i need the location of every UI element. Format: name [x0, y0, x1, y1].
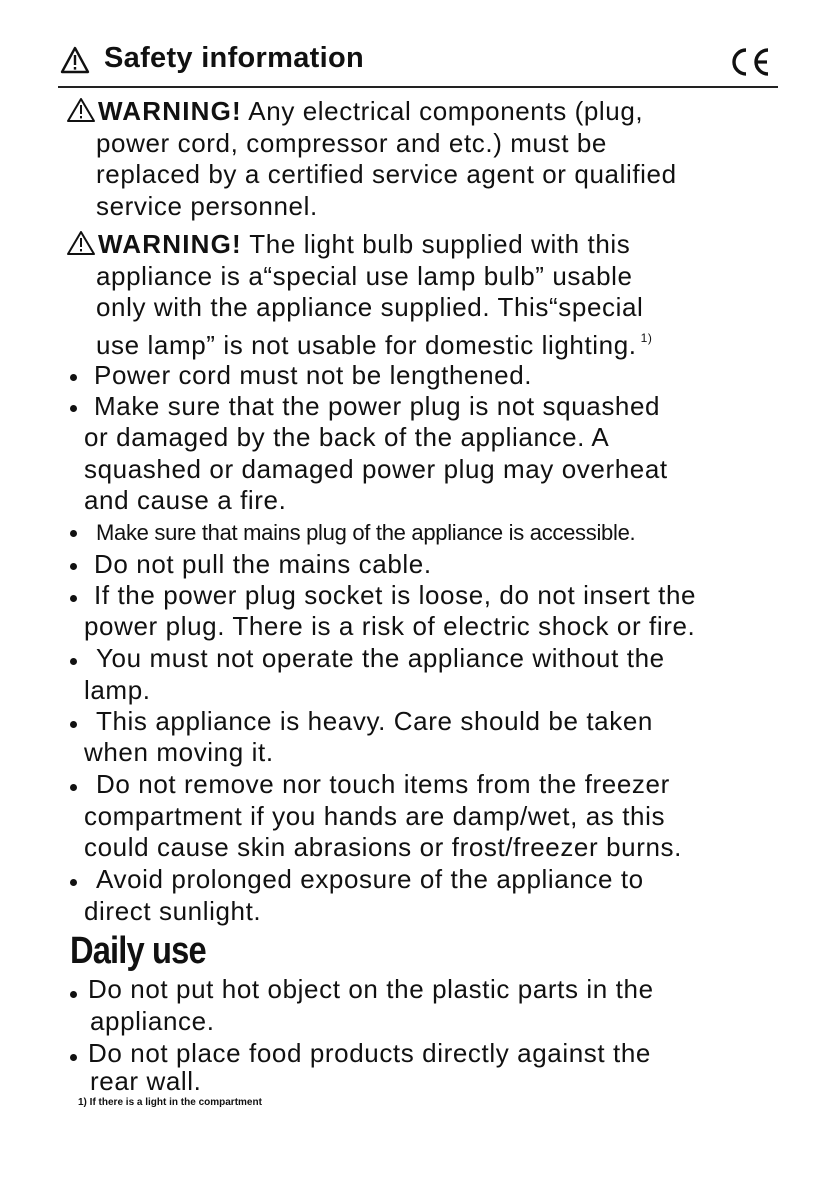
bullet-text: lamp.: [84, 675, 151, 705]
warning-label: WARNING!: [98, 96, 242, 126]
bullet-text: You must not operate the appliance without the: [96, 643, 665, 673]
bullet-text: power plug. There is a risk of electric shock or fire.: [84, 611, 696, 641]
bullet-text: appliance.: [90, 1006, 215, 1036]
bullet-dot: [70, 879, 77, 886]
bullet-text: Power cord must not be lengthened.: [94, 360, 533, 390]
bullet-dot: [70, 658, 77, 665]
footnote: 1) If there is a light in the compartment: [78, 1097, 262, 1108]
bullet-text: Make sure that mains plug of the appliance is accessible.: [96, 520, 636, 545]
bullet-text: when moving it.: [84, 737, 274, 767]
page-header: [58, 40, 778, 88]
warning-text: Any electrical components (plug,: [241, 96, 644, 126]
section-heading-daily-use: Daily use: [70, 930, 206, 972]
footnote-reference: 1): [640, 331, 653, 345]
bullet-text: direct sunlight.: [84, 896, 262, 926]
warning-triangle-icon: [66, 97, 96, 123]
bullet-text: Do not put hot object on the plastic parts in the: [88, 974, 654, 1004]
bullet-text: Avoid prolonged exposure of the appliance to: [96, 864, 644, 894]
warning-text-line: appliance is a“special use lamp bulb” usable: [96, 261, 633, 291]
bullet-text: Make sure that the power plug is not squashed: [94, 391, 661, 421]
bullet-dot: [70, 405, 77, 412]
warning-text: use lamp” is not usable for domestic lighting.: [96, 330, 637, 360]
bullet-dot: [70, 1054, 77, 1061]
warning-2-first-line: [66, 229, 630, 260]
bullet-text: If the power plug socket is loose, do not insert the: [94, 580, 697, 610]
bullet-text: and cause a fire.: [84, 485, 287, 515]
bullet-text: Do not place food products directly against the: [88, 1038, 651, 1068]
warning-text-line: service personnel.: [96, 191, 318, 221]
bullet-text: could cause skin abrasions or frost/freezer burns.: [84, 832, 682, 862]
bullet-dot: [70, 374, 77, 381]
warning-text: The light bulb supplied with this: [241, 229, 631, 259]
bullet-text: rear wall.: [90, 1066, 202, 1096]
bullet-text: Do not remove nor touch items from the freezer: [96, 769, 670, 799]
warning-text-line: power cord, compressor and etc.) must be: [96, 128, 607, 158]
bullet-dot: [70, 563, 77, 570]
bullet-text: Do not pull the mains cable.: [94, 549, 432, 579]
warning-text-line: only with the appliance supplied. This“special: [96, 292, 644, 322]
warning-1-first-line: [66, 96, 643, 127]
bullet-dot: [70, 595, 77, 602]
warning-triangle-icon: [66, 230, 96, 256]
bullet-dot: [70, 530, 77, 537]
bullet-text: This appliance is heavy. Care should be taken: [96, 706, 653, 736]
warning-triangle-icon: [60, 46, 90, 74]
page-title: Safety information: [104, 42, 364, 74]
ce-mark-icon: [728, 46, 772, 78]
warning-label: WARNING!: [98, 229, 242, 259]
bullet-text: compartment if you hands are damp/wet, as this: [84, 801, 666, 831]
warning-text-line: replaced by a certified service agent or qualified: [96, 159, 677, 189]
bullet-dot: [70, 784, 77, 791]
bullet-text: or damaged by the back of the appliance. A: [84, 422, 610, 452]
warning-text-line-with-ref: [96, 323, 653, 361]
bullet-dot: [70, 721, 77, 728]
bullet-text: squashed or damaged power plug may overheat: [84, 454, 668, 484]
bullet-dot: [70, 991, 77, 998]
